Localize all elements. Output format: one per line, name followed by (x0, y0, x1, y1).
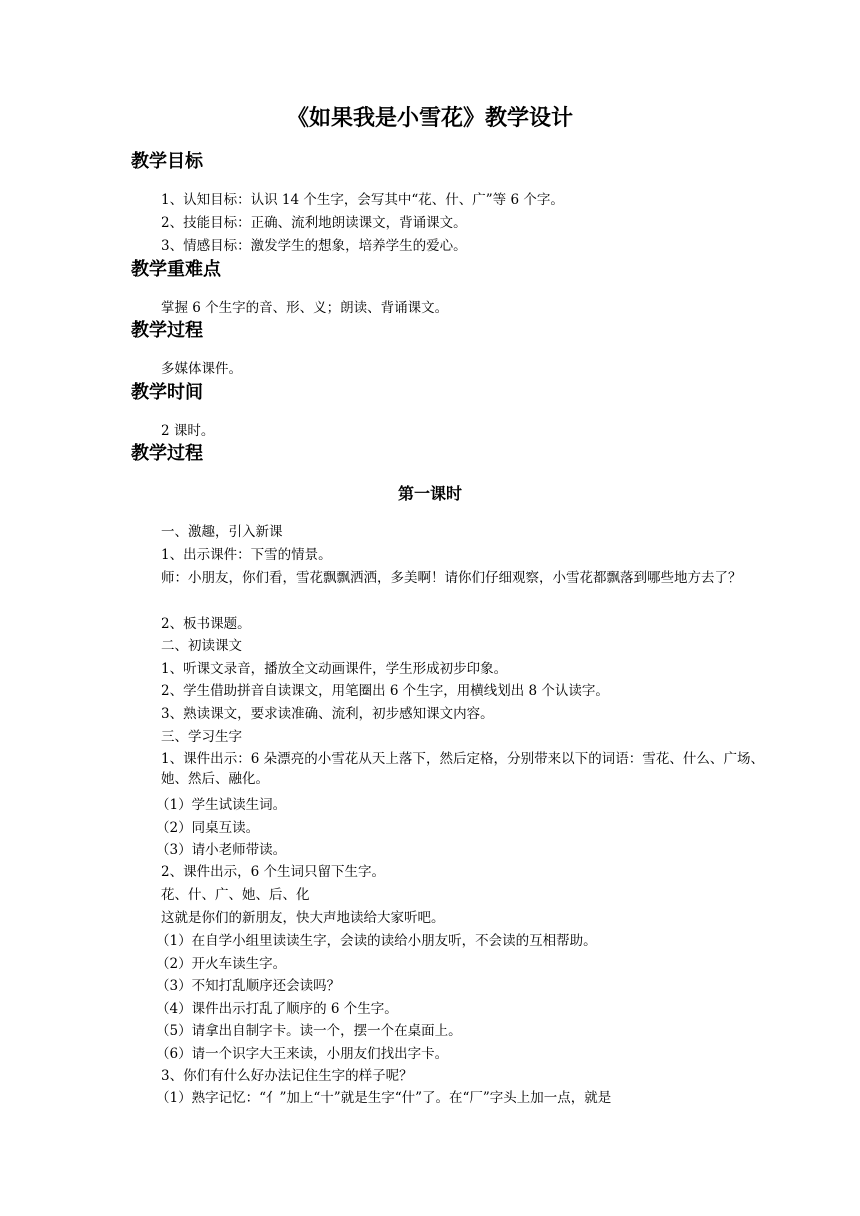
lesson-line: （2）同桌互读。 (156, 820, 260, 836)
lesson-line-teacher: 师：小朋友，你们看，雪花飘飘洒洒，多美啊！请你们仔细观察，小雪花都飘落到哪些地方去了？ (161, 570, 742, 586)
lesson-line: （1）在自学小组里读读生字，会读的读给小朋友听，不会读的互相帮助。 (156, 933, 597, 949)
lesson-line: 二、初读课文 (161, 638, 242, 654)
objective-skill: 2、技能目标：正确、流利地朗读课文，背诵课文。 (161, 215, 467, 231)
time-text: 2 课时。 (161, 423, 215, 439)
lesson-line: （1）熟字记忆：“亻”加上“十”就是生字“什”了。在“厂”字头上加一点，就是 (156, 1090, 612, 1106)
lesson-line: 1、听课文录音，播放全文动画课件，学生形成初步印象。 (161, 661, 508, 677)
lesson-line: （5）请拿出自制字卡。读一个，摆一个在桌面上。 (156, 1023, 462, 1039)
lesson-line: （3）请小老师带读。 (156, 842, 287, 858)
section-heading-process-2: 教学过程 (131, 443, 203, 464)
lesson-line: （2）开火车读生字。 (156, 956, 287, 972)
lesson-line: 3、熟读课文，要求读准确、流利，初步感知课文内容。 (161, 706, 494, 722)
objective-emotion: 3、情感目标：激发学生的想象，培养学生的爱心。 (161, 238, 467, 254)
lesson-heading: 第一课时 (397, 484, 462, 503)
key-points-text: 掌握 6 个生字的音、形、义；朗读、背诵课文。 (161, 300, 449, 316)
document-title: 《如果我是小雪花》教学设计 (286, 106, 573, 131)
section-heading-key-points: 教学重难点 (131, 259, 221, 280)
lesson-line: 2、板书课题。 (161, 616, 251, 632)
section-heading-process: 教学过程 (131, 320, 203, 341)
lesson-line: （6）请一个识字大王来读，小朋友们找出字卡。 (156, 1046, 449, 1062)
lesson-line: 2、课件出示，6 个生词只留下生字。 (161, 864, 385, 880)
lesson-line: （4）课件出示打乱了顺序的 6 个生字。 (156, 1001, 398, 1017)
lesson-line: （3）不知打乱顺序还会读吗？ (156, 978, 341, 994)
lesson-line: 3、你们有什么好办法记住生字的样子呢？ (161, 1068, 413, 1084)
section-heading-time: 教学时间 (131, 382, 203, 403)
section-heading-objectives: 教学目标 (131, 151, 203, 172)
lesson-line: 这就是你们的新朋友，快大声地读给大家听吧。 (161, 910, 445, 926)
lesson-line: （1）学生试读生词。 (156, 797, 287, 813)
lesson-line: 一、激趣，引入新课 (161, 524, 283, 540)
objective-cognitive: 1、认知目标：认识 14 个生字，会写其中“花、什、广”等 6 个字。 (161, 192, 564, 208)
lesson-line: 1、出示课件：下雪的情景。 (161, 547, 332, 563)
lesson-line: 三、学习生字 (161, 729, 242, 745)
process-text: 多媒体课件。 (161, 361, 242, 377)
lesson-line-wrapped (161, 749, 764, 789)
lesson-line-characters: 花、什、广、她、后、化 (161, 887, 310, 903)
lesson-line-wrapped (161, 568, 764, 588)
lesson-line: 2、学生借助拼音自读课文，用笔圈出 6 个生字，用横线划出 8 个认读字。 (161, 683, 609, 699)
lesson-line-courseware: 1、课件出示：6 朵漂亮的小雪花从天上落下，然后定格，分别带来以下的词语：雪花、什么、广场、她、然后、融化。 (161, 751, 764, 787)
